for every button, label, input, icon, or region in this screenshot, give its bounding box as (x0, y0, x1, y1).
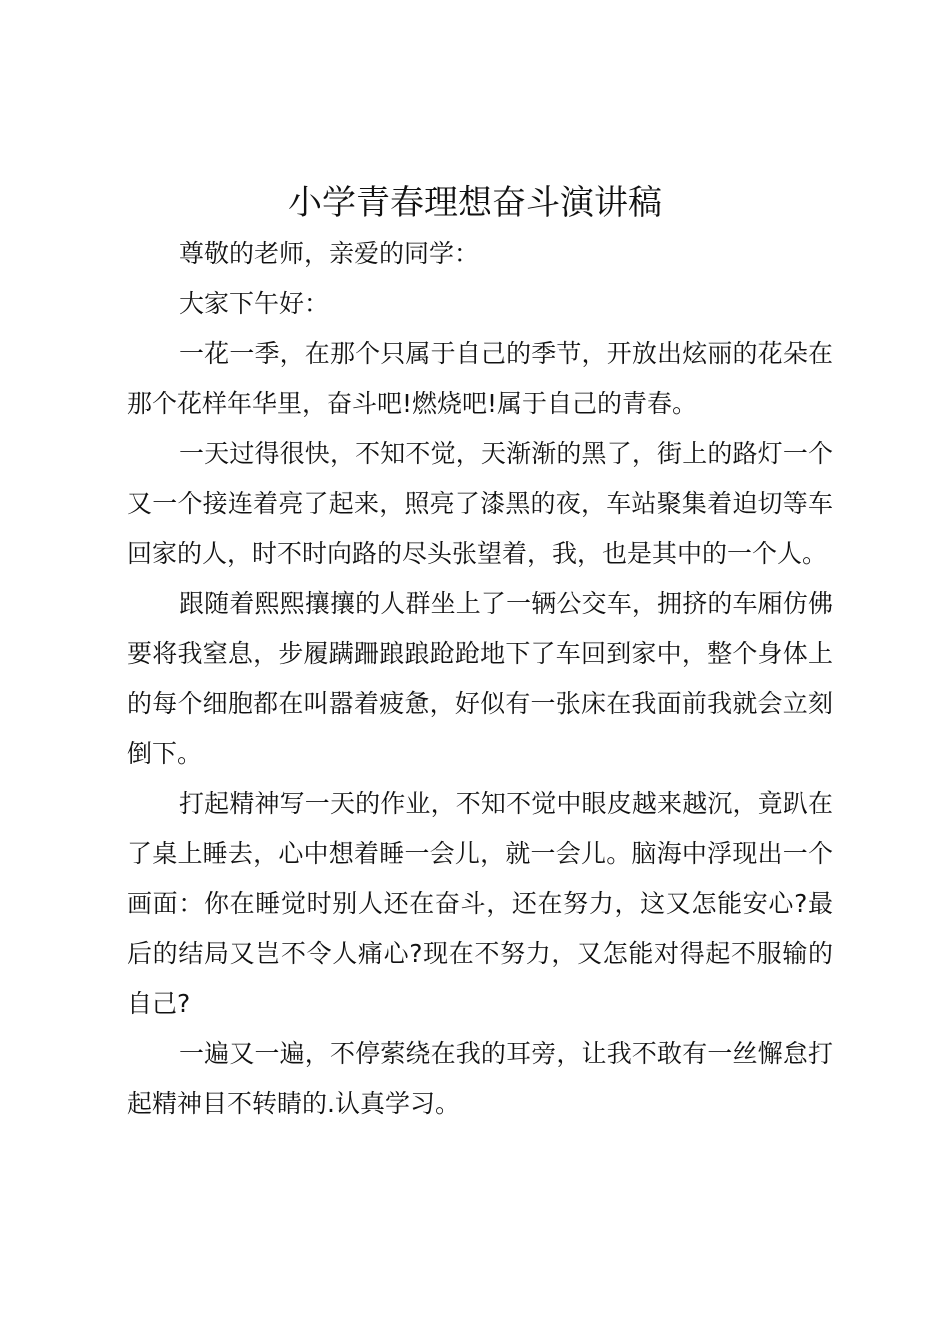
paragraph-1: 一花一季，在那个只属于自己的季节，开放出炫丽的花朵在那个花样年华里，奋斗吧!燃烧吧!属于自己的青春。 (127, 339, 833, 418)
paragraph-salutation: 尊敬的老师，亲爱的同学： (179, 239, 480, 268)
paragraph-5: 一遍又一遍，不停萦绕在我的耳旁，让我不敢有一丝懈怠打起精神目不转睛的.认真学习。 (127, 1039, 833, 1118)
paragraph-3: 跟随着熙熙攘攘的人群坐上了一辆公交车，拥挤的车厢仿佛要将我窒息，步履蹒跚踉踉跄跄地下了车回到家中，整个身体上的每个细胞都在叫嚣着疲惫，好似有一张床在我面前我就会立刻倒下。 (127, 589, 833, 768)
document-body (127, 229, 833, 1129)
paragraph-4: 打起精神写一天的作业，不知不觉中眼皮越来越沉，竟趴在了桌上睡去，心中想着睡一会儿，就一会儿。脑海中浮现出一个画面：你在睡觉时别人还在奋斗，还在努力，这又怎能安心?最后的结局又岂不令人痛心?现在不努力，又怎能对得起不服输的自己? (127, 789, 833, 1018)
paragraph-greeting: 大家下午好： (179, 289, 330, 318)
paragraph-2: 一天过得很快，不知不觉，天渐渐的黑了，街上的路灯一个又一个接连着亮了起来，照亮了漆黑的夜，车站聚集着迫切等车回家的人，时不时向路的尽头张望着，我，也是其中的一个人。 (127, 439, 833, 568)
document-title: 小学青春理想奋斗演讲稿 (288, 183, 662, 223)
